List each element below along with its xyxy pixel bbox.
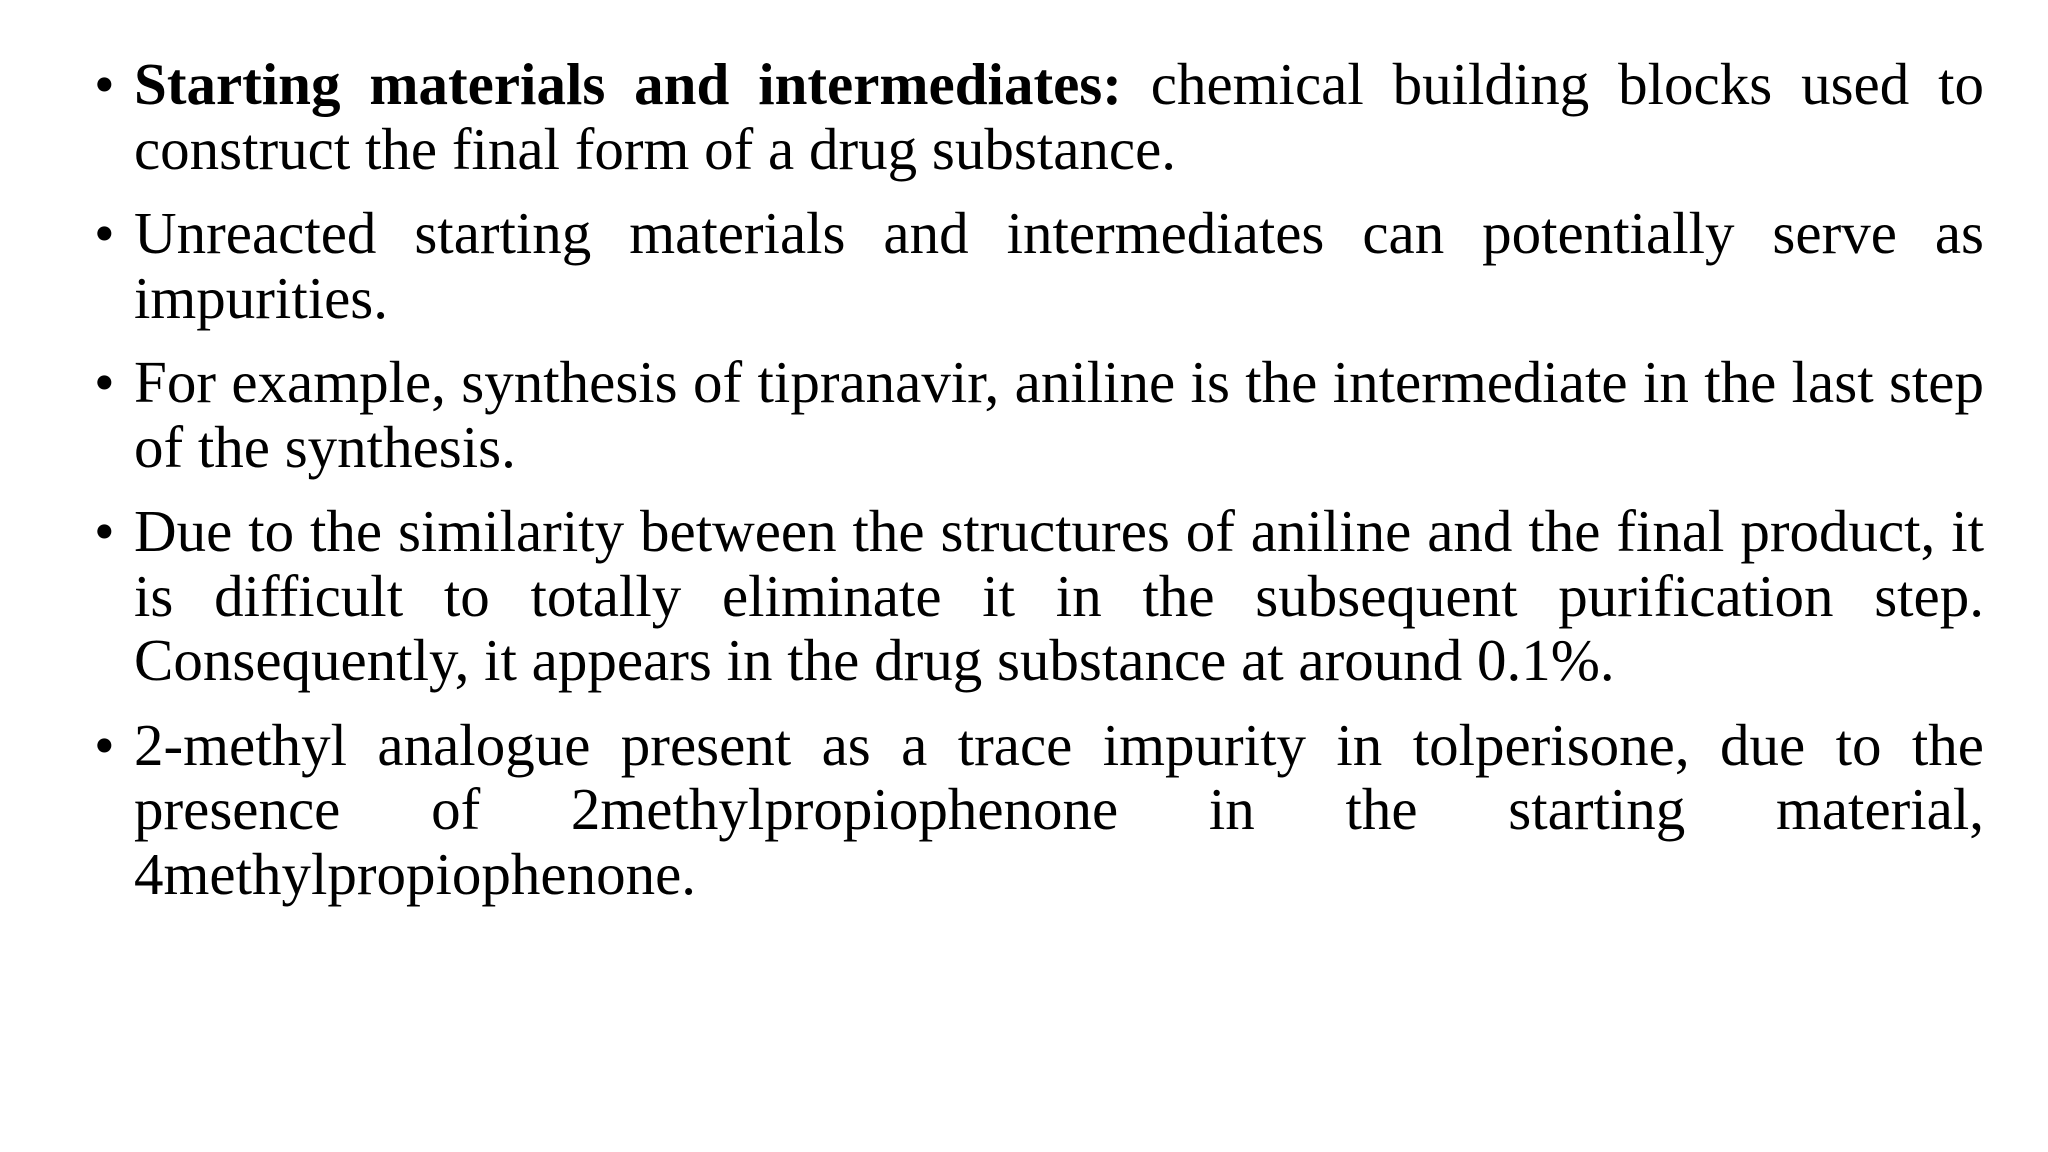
bullet-icon: • (94, 711, 115, 778)
bullet-item-unreacted (94, 201, 1984, 330)
bullet-item-tipranavir (94, 350, 1984, 479)
bullet-item-tolperisone (94, 713, 1984, 907)
bullet-item-aniline-similarity (94, 499, 1984, 693)
bullet-icon: • (94, 349, 115, 415)
bullet-text: chemical building blocks used to construct the final form of a drug substance. (134, 51, 1984, 182)
slide-content (94, 52, 1984, 926)
bullet-text: 2-methyl analogue present as a trace impurity in tolperisone, due to the presence of 2methylpropiophenone in the starting material, 4methylpropiophenone. (134, 711, 1984, 907)
bullet-text: Unreacted starting materials and intermediates can potentially serve as impurities. (134, 200, 1984, 331)
bullet-item-starting-materials (94, 52, 1984, 181)
bullet-icon: • (94, 51, 115, 117)
bullet-text: For example, synthesis of tipranavir, aniline is the intermediate in the last step of the synthesis. (134, 349, 1984, 480)
bullet-text: Due to the similarity between the structures of aniline and the final product, it is difficult to totally eliminate it in the subsequent purification step. Consequently, it appears in the drug substance at around 0.1%. (134, 498, 1984, 693)
bullet-list (94, 52, 1984, 906)
bullet-term: Starting materials and intermediates: (134, 51, 1122, 117)
bullet-icon: • (94, 498, 115, 564)
bullet-icon: • (94, 200, 115, 266)
